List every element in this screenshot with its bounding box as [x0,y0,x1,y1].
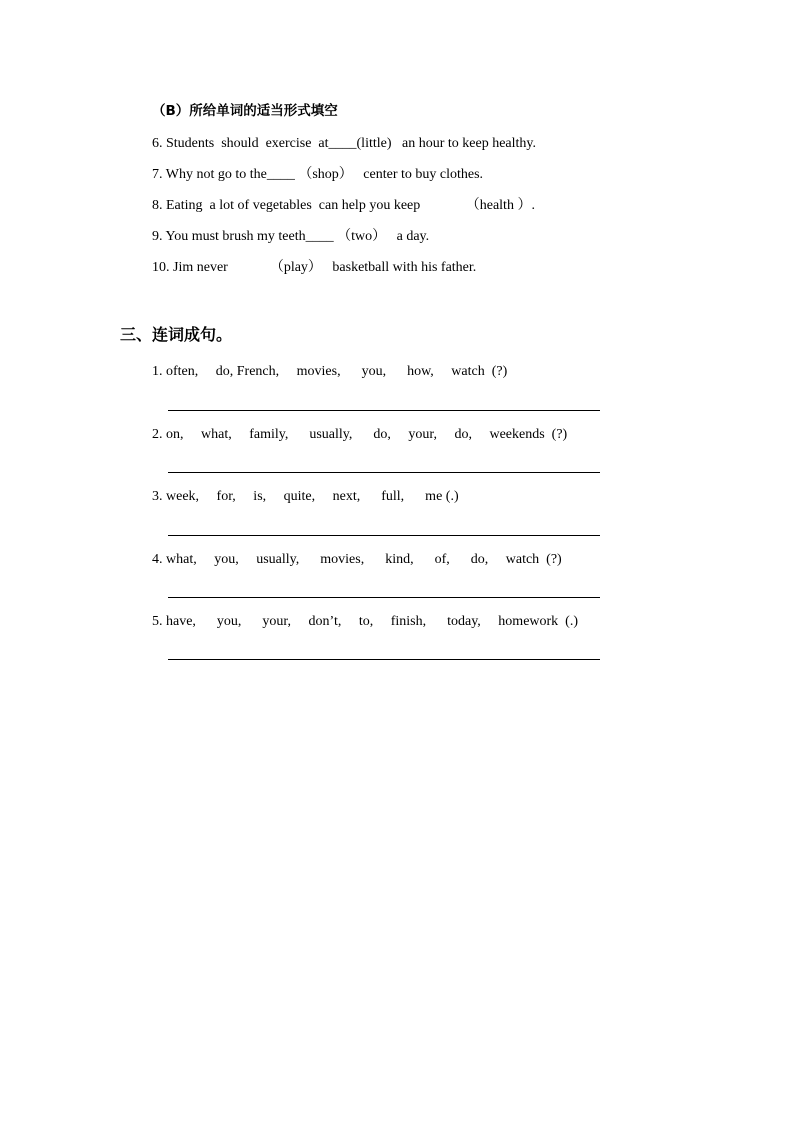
fill-in-question-9: 9. You must brush my teeth____ （two） a day. [152,229,430,244]
fill-in-question-10: 10. Jim never （play） basketball with his father. [152,260,477,275]
answer-line-1[interactable] [168,410,600,411]
answer-line-5[interactable] [168,659,600,660]
answer-line-4[interactable] [168,597,600,598]
answer-line-2[interactable] [168,472,600,473]
answer-line-3[interactable] [168,535,600,536]
section-3-heading: 三、连词成句。 [120,325,233,344]
sentence-question-5: 5. have, you, your, don’t, to, finish, today, homework (.) [152,614,579,629]
fill-in-question-8: 8. Eating a lot of vegetables can help you keep （health ）. [152,198,535,213]
sentence-question-4: 4. what, you, usually, movies, kind, of, do, watch (?) [152,552,562,567]
sentence-question-3: 3. week, for, is, quite, next, full, me (.) [152,489,459,504]
sentence-question-1: 1. often, do, French, movies, you, how, watch (?) [152,364,508,379]
sentence-question-2: 2. on, what, family, usually, do, your, do, weekends (?) [152,427,568,442]
fill-in-question-6: 6. Students should exercise at____(little) an hour to keep healthy. [152,136,537,151]
section-b-heading: （B）所给单词的适当形式填空 [152,103,338,119]
fill-in-question-7: 7. Why not go to the____ （shop） center to buy clothes. [152,167,484,182]
